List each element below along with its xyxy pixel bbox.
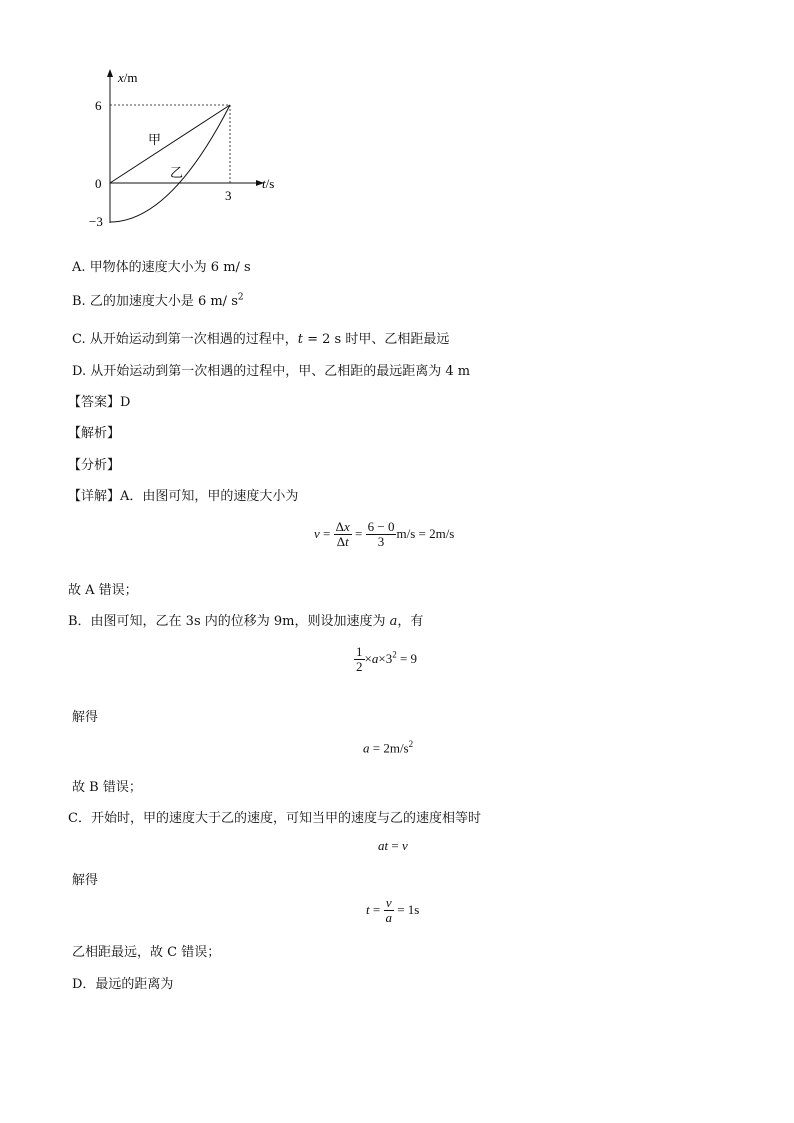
- tick-0: 0: [95, 176, 102, 191]
- equation-velocity-jia: v = $\frac{\Delta x}{\Delta t}$ = $\frac{6 - 0}{3}$ m/s = 2m/s: [314, 519, 455, 550]
- equation-displacement: $\frac{1}{2}$ $\times a\times 3^2 = 9$: [356, 644, 418, 675]
- equation-acceleration: $a = 2m/s^2$: [363, 739, 414, 756]
- option-b: B. 乙的加速度大小是 6 m/ $s^2$: [72, 292, 244, 309]
- tick-3: 3: [225, 188, 232, 203]
- answer-line: 【答案】D: [68, 395, 131, 410]
- fenxi-header: 【分析】: [68, 458, 121, 473]
- option-c: C. 从开始运动到第一次相遇的过程中，t = 2 s 时甲、乙相距最远: [72, 332, 450, 347]
- option-a: A. 甲物体的速度大小为 6 m/ s: [72, 260, 251, 275]
- curve-yi: [110, 105, 230, 222]
- solve-label-2: 解得: [72, 873, 99, 888]
- detail-c-text: C．开始时，甲的速度大于乙的速度，可知当甲的速度与乙的速度相等时: [68, 811, 481, 826]
- y-axis-label: x/m: [118, 70, 138, 85]
- x-axis-label: t/s: [262, 176, 275, 191]
- solve-label-1: 解得: [72, 710, 99, 725]
- label-yi: 乙: [170, 165, 184, 180]
- tick-neg3: −3: [89, 214, 103, 229]
- label-jia: 甲: [148, 132, 162, 147]
- equation-equal-velocity: at = v: [378, 838, 408, 853]
- detail-b-text: B．由图可知，乙在 3s 内的位移为 9m，则设加速度为 a，有: [68, 614, 424, 629]
- analysis-header: 【解析】: [68, 426, 121, 441]
- option-d: D. 从开始运动到第一次相遇的过程中，甲、乙相距的最远距离为 4 m: [72, 364, 471, 379]
- tick-6: 6: [95, 98, 102, 113]
- detail-d-text: D．最远的距离为: [72, 977, 174, 992]
- detail-b-conclusion: 故 B 错误；: [72, 780, 142, 795]
- detail-a-conclusion: 故 A 错误；: [68, 583, 138, 598]
- detail-c-conclusion: 乙相距最远，故 C 错误；: [72, 945, 221, 960]
- xt-graph: [80, 60, 300, 240]
- equation-time: t = $\frac{v}{a}$ = 1s: [366, 895, 420, 926]
- detail-a-intro: 【详解】A．由图可知，甲的速度大小为: [68, 489, 299, 504]
